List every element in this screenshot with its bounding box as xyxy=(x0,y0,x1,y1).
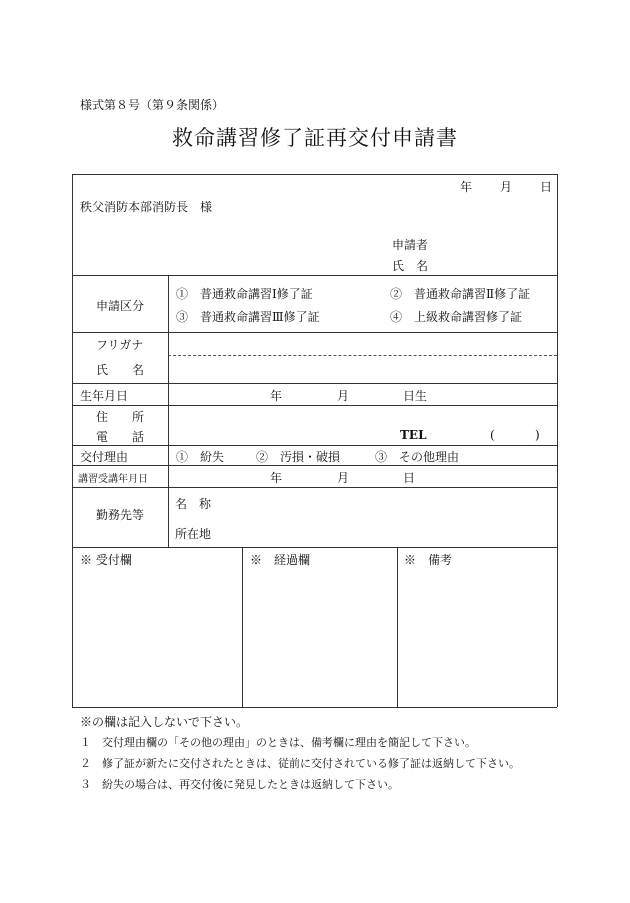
phone-label: 電 話 xyxy=(96,430,145,444)
reception-column-label: ※ 受付欄 xyxy=(80,553,132,567)
tel-paren-close: ) xyxy=(535,428,540,442)
category-option-3[interactable]: ③ 普通救命講習Ⅲ修了証 xyxy=(176,310,320,324)
office-column-divider xyxy=(397,547,398,707)
date-year: 年 xyxy=(460,180,473,194)
table-left-border xyxy=(72,174,73,707)
applicant-label: 申請者 xyxy=(392,238,429,252)
birth-label: 生年月日 xyxy=(80,389,129,403)
category-label: 申請区分 xyxy=(96,299,145,313)
progress-column-label: ※ 経過欄 xyxy=(250,553,311,567)
label-column-divider xyxy=(168,275,169,547)
address-label: 住 所 xyxy=(96,410,145,424)
row-divider xyxy=(72,547,557,548)
date-month: 月 xyxy=(500,180,513,194)
row-divider xyxy=(72,275,557,276)
row-divider xyxy=(72,332,557,333)
form-title: 救命講習修了証再交付申請書 xyxy=(172,126,458,150)
form-number: 様式第８号（第９条関係） xyxy=(80,98,225,112)
table-bottom-border xyxy=(72,707,557,708)
birth-day-suffix: 日生 xyxy=(403,389,428,403)
workplace-label: 勤務先等 xyxy=(96,508,145,522)
course-date-label: 講習受講年月日 xyxy=(78,474,148,485)
date-day: 日 xyxy=(540,180,553,194)
tel-label: TEL xyxy=(400,428,427,442)
course-month: 月 xyxy=(337,471,350,485)
table-top-border xyxy=(72,174,557,175)
reason-option-other[interactable]: ③ その他理由 xyxy=(375,450,460,464)
row-divider xyxy=(72,465,557,466)
reason-label: 交付理由 xyxy=(80,450,129,464)
applicant-name-label: 氏 名 xyxy=(392,259,429,273)
row-divider xyxy=(72,487,557,488)
row-divider xyxy=(72,405,557,406)
remarks-column-label: ※ 備考 xyxy=(404,553,453,567)
category-option-4[interactable]: ④ 上級救命講習修了証 xyxy=(390,310,523,324)
name-label: 氏 名 xyxy=(96,363,145,377)
workplace-location-label: 所在地 xyxy=(175,527,212,541)
course-day: 日 xyxy=(403,471,416,485)
birth-month: 月 xyxy=(337,389,350,403)
office-column-divider xyxy=(242,547,243,707)
notes-lead: ※の欄は記入しないで下さい。 xyxy=(80,715,249,729)
birth-year: 年 xyxy=(270,389,283,403)
course-year: 年 xyxy=(270,471,283,485)
addressee: 秩父消防本部消防長 様 xyxy=(80,200,213,214)
category-option-1[interactable]: ① 普通救命講習Ⅰ修了証 xyxy=(176,287,313,301)
furigana-label: フリガナ xyxy=(96,338,144,352)
workplace-name-label: 名 称 xyxy=(175,497,212,511)
row-divider xyxy=(72,383,557,384)
note-item-3: ３ 紛失の場合は、再交付後に発見したときは返納して下さい。 xyxy=(80,778,399,791)
reason-option-lost[interactable]: ① 紛失 xyxy=(176,450,225,464)
tel-paren-open: ( xyxy=(490,428,495,442)
reason-option-damaged[interactable]: ② 汚損・破損 xyxy=(256,450,341,464)
table-right-border xyxy=(557,174,558,707)
furigana-divider xyxy=(168,355,557,356)
category-option-2[interactable]: ② 普通救命講習Ⅱ修了証 xyxy=(390,287,531,301)
note-item-2: ２ 修了証が新たに交付されたときは、従前に交付されている修了証は返納して下さい。 xyxy=(80,757,520,770)
row-divider xyxy=(72,445,557,446)
note-item-1: １ 交付理由欄の「その他の理由」のときは、備考欄に理由を簡記して下さい。 xyxy=(80,736,476,749)
